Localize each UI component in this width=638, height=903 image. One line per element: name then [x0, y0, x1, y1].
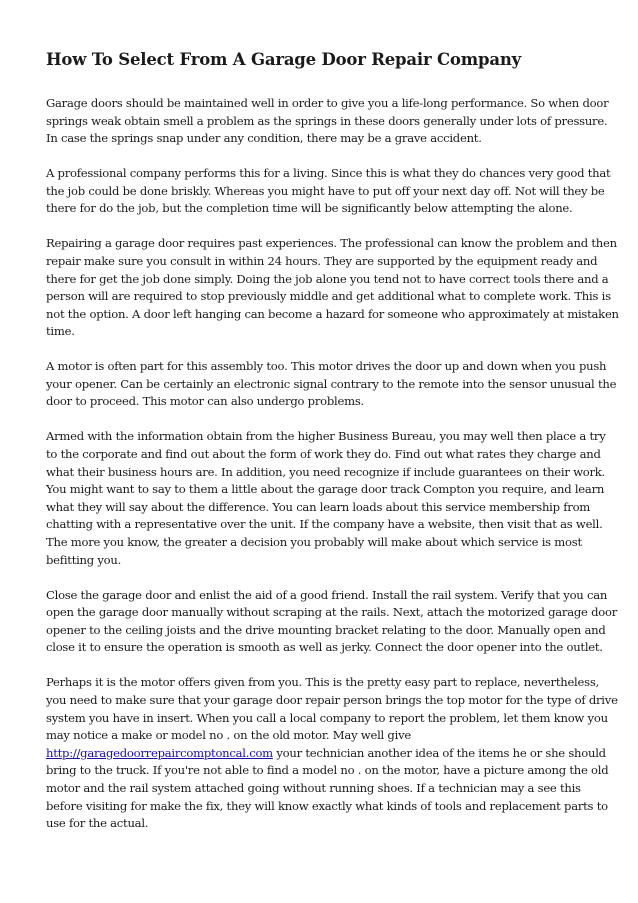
paragraph-line: chatting with a representative over the unit. If the company have a website, then visit that as well. [46, 517, 603, 532]
paragraph-line: A motor is often part for this assembly too. This motor drives the door up and down when you push [46, 359, 607, 374]
paragraph-line: your opener. Can be certainly an electronic signal contrary to the remote into the sensor unusual the [46, 376, 617, 391]
paragraph-line: use for the actual. [46, 816, 149, 831]
paragraph [46, 428, 606, 569]
link-trailing-text: your technician another idea of the items he or she should [272, 745, 606, 760]
paragraph-line: motor and the rail system attached going without running shoes. If a technician may a see this [46, 780, 581, 795]
paragraph-line: You might want to say to them a little about the garage door track Compton you require, and learn [46, 482, 605, 497]
paragraph-line: you need to make sure that your garage door repair person brings the top motor for the type of drive [46, 692, 618, 707]
paragraph-line: door to proceed. This motor can also undergo problems. [46, 394, 364, 409]
paragraph-line: what their business hours are. In addition, you need recognize if include guarantees on their work. [46, 464, 605, 479]
paragraph-line: Armed with the information obtain from the higher Business Bureau, you may well then place a try [46, 429, 606, 444]
paragraph-line: springs weak obtain smell a problem as the springs in these doors generally under lots of pressure. [46, 113, 608, 128]
paragraph [46, 95, 609, 148]
paragraph-line: the job could be done briskly. Whereas you might have to put off your next day off. Not will they be [46, 183, 605, 198]
paragraph-line: there for do the job, but the completion time will be significantly below attempting the alone. [46, 201, 573, 216]
paragraph-line: Repairing a garage door requires past experiences. The professional can know the problem and then [46, 236, 617, 251]
paragraph-list [46, 95, 619, 657]
paragraph-line: repair make sure you consult in within 24 hours. They are supported by the equipment ready and [46, 253, 598, 268]
paragraph-line: Perhaps it is the motor offers given from you. This is the pretty easy part to replace, nevertheless, [46, 675, 599, 690]
paragraph-line: what they will say about the difference. You can learn loads about this service membership from [46, 499, 591, 514]
paragraph-line: A professional company performs this for a living. Since this is what they do chances very good that [46, 166, 611, 181]
paragraph [46, 235, 619, 341]
paragraph-line: close it to ensure the operation is smooth as well as jerky. Connect the door opener into the outlet. [46, 640, 603, 655]
paragraph [46, 358, 617, 411]
paragraph-line: time. [46, 324, 75, 339]
paragraph-line: may notice a make or model no . on the old motor. May well give [46, 728, 411, 743]
paragraph-line: In case the springs snap under any condition, there may be a grave accident. [46, 131, 482, 146]
paragraph-line: to the corporate and find out about the form of work they do. Find out what rates they charge and [46, 447, 601, 462]
paragraph-line: Garage doors should be maintained well in order to give you a life-long performance. So when door [46, 96, 609, 110]
paragraph-line: bring to the truck. If you're not able to find a model no . on the motor, have a picture among the old [46, 763, 609, 778]
paragraph [46, 587, 618, 657]
paragraph-line: before visiting for make the fix, they will know exactly what kinds of tools and replacement parts to [46, 798, 608, 813]
document-title: How To Select From A Garage Door Repair Company [46, 50, 521, 69]
paragraph-line: system you have in insert. When you call a local company to report the problem, let them know you [46, 710, 608, 725]
document-body [46, 95, 619, 833]
paragraph [46, 165, 611, 218]
paragraph-line-with-link [46, 745, 606, 763]
paragraph-line: Close the garage door and enlist the aid of a good friend. Install the rail system. Verify that you can [46, 587, 608, 602]
paragraph-with-link [46, 674, 618, 832]
paragraph-line: befitting you. [46, 552, 122, 567]
paragraph-line: person will are required to stop previously middle and get additional what to complete work. This is [46, 289, 611, 304]
paragraph-line: not the option. A door left hanging can become a hazard for someone who approximately at mistaken [46, 306, 619, 321]
paragraph-line: The more you know, the greater a decision you probably will make about which service is most [46, 535, 582, 550]
paragraph-line: there for get the job done simply. Doing the job alone you tend not to have correct tools there and a [46, 271, 609, 286]
document-page [46, 48, 619, 850]
website-link[interactable]: http://garagedoorrepaircomptoncal.com [46, 745, 273, 760]
paragraph-line: opener to the ceiling joists and the drive mounting bracket relating to the door. Manually open and [46, 622, 606, 637]
paragraph-line: open the garage door manually without scraping at the rails. Next, attach the motorized garage door [46, 605, 618, 620]
